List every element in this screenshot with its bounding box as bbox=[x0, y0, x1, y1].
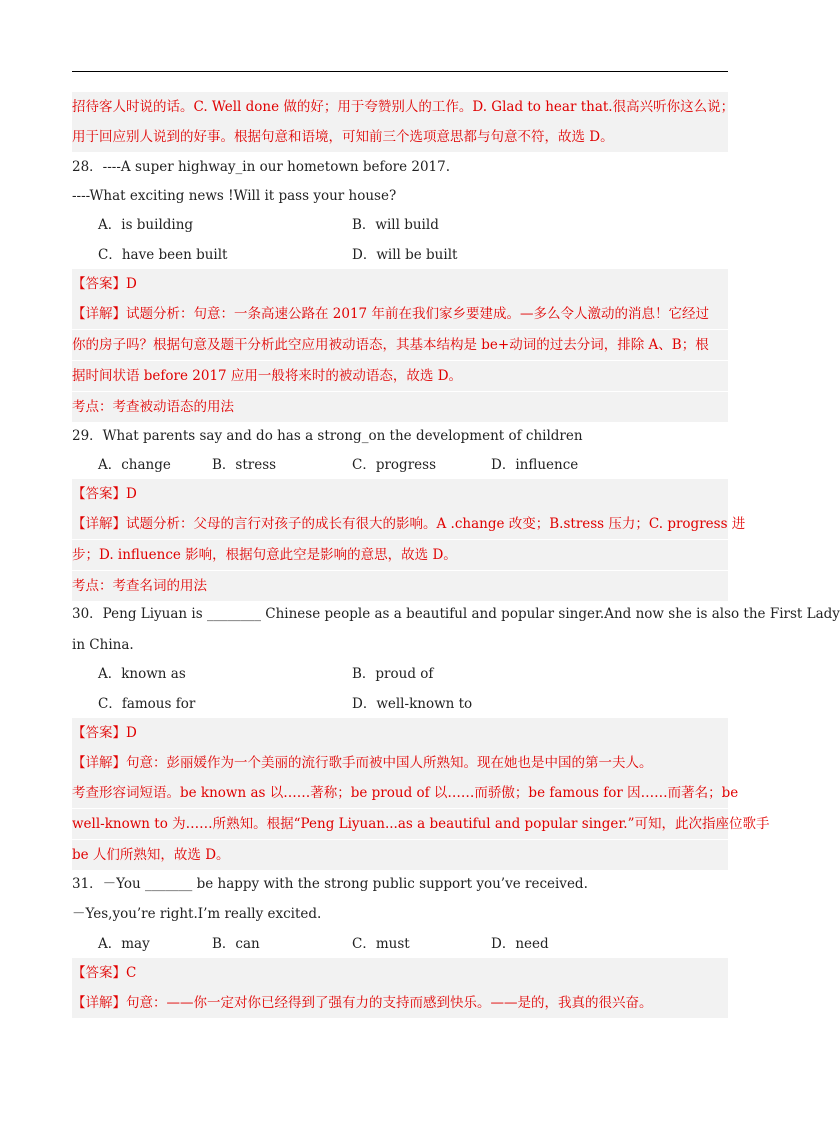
explanation-line: 【详解】试题分析：句意：一条高速公路在 2017 年前在我们家乡要建成。—多么令人激动的消息！它经过 bbox=[72, 299, 728, 329]
knowledge-point: 考点：考查被动语态的用法 bbox=[72, 392, 728, 422]
option-d: D．need bbox=[491, 936, 549, 952]
question-31-stem: 31．－You _______ be happy with the strong public support you’ve received. bbox=[72, 876, 588, 892]
option-b: B．will build bbox=[352, 217, 439, 233]
explanation-line: 【详解】句意：——你一定对你已经得到了强有力的支持而感到快乐。——是的，我真的很兴奋。 bbox=[72, 988, 728, 1018]
question-31-stem: －Yes,you’re right.I’m really excited. bbox=[72, 906, 322, 922]
answer-label: 【答案】D bbox=[72, 718, 728, 748]
explanation-line: 你的房子吗？根据句意及题干分析此空应用被动语态，其基本结构是 be+动词的过去分词，排除 A、B；根 bbox=[72, 330, 728, 360]
explanation-line: 步；D. influence 影响，根据句意此空是影响的意思，故选 D。 bbox=[72, 540, 728, 570]
answer-label: 【答案】D bbox=[72, 269, 728, 299]
explanation-line: 考查形容词短语。be known as 以……著称；be proud of 以……而骄傲；be famous for 因……而著名；be bbox=[72, 778, 728, 808]
question-30-stem: 30．Peng Liyuan is ________ Chinese people as a beautiful and popular singer.And now she is also the First Lady bbox=[72, 606, 840, 622]
option-c: C．must bbox=[352, 936, 410, 952]
option-b: B．can bbox=[212, 936, 260, 952]
explanation-line: 招待客人时说的话。C. Well done 做的好；用于夸赞别人的工作。D. Glad to hear that.很高兴听你这么说； bbox=[72, 92, 728, 122]
explanation-line: 【详解】句意：彭丽媛作为一个美丽的流行歌手而被中国人所熟知。现在她也是中国的第一夫人。 bbox=[72, 748, 728, 778]
explanation-line: well-known to 为……所熟知。根据“Peng Liyuan...as a beautiful and popular singer.”可知，此次指座位歌手 bbox=[72, 809, 728, 839]
explanation-line: be 人们所熟知，故选 D。 bbox=[72, 840, 728, 870]
explanation-line: 据时间状语 before 2017 应用一般将来时的被动语态，故选 D。 bbox=[72, 361, 728, 391]
question-29-stem: 29．What parents say and do has a strong_on the development of children bbox=[72, 428, 583, 444]
option-c: C．have been built bbox=[98, 247, 228, 263]
option-a: A．may bbox=[98, 936, 150, 952]
option-a: A．is building bbox=[98, 217, 194, 233]
question-28-stem: ----What exciting news !Will it pass your house? bbox=[72, 188, 397, 204]
option-b: B．stress bbox=[212, 457, 277, 473]
option-b: B．proud of bbox=[352, 666, 434, 682]
option-d: D．will be built bbox=[352, 247, 458, 263]
knowledge-point: 考点：考查名词的用法 bbox=[72, 571, 728, 601]
option-c: C．progress bbox=[352, 457, 436, 473]
explanation-line: 【详解】试题分析：父母的言行对孩子的成长有很大的影响。A .change 改变；B.stress 压力；C. progress 进 bbox=[72, 509, 728, 539]
explanation-line: 用于回应别人说到的好事。根据句意和语境，可知前三个选项意思都与句意不符，故选 D。 bbox=[72, 122, 728, 152]
answer-label: 【答案】D bbox=[72, 479, 728, 509]
question-28-stem: 28．----A super highway_in our hometown before 2017. bbox=[72, 159, 451, 175]
option-a: A．change bbox=[98, 457, 171, 473]
option-d: D．influence bbox=[491, 457, 579, 473]
header-rule bbox=[72, 71, 728, 72]
question-30-stem: in China. bbox=[72, 637, 134, 653]
option-d: D．well-known to bbox=[352, 696, 473, 712]
option-a: A．known as bbox=[98, 666, 186, 682]
answer-label: 【答案】C bbox=[72, 958, 728, 988]
option-c: C．famous for bbox=[98, 696, 196, 712]
